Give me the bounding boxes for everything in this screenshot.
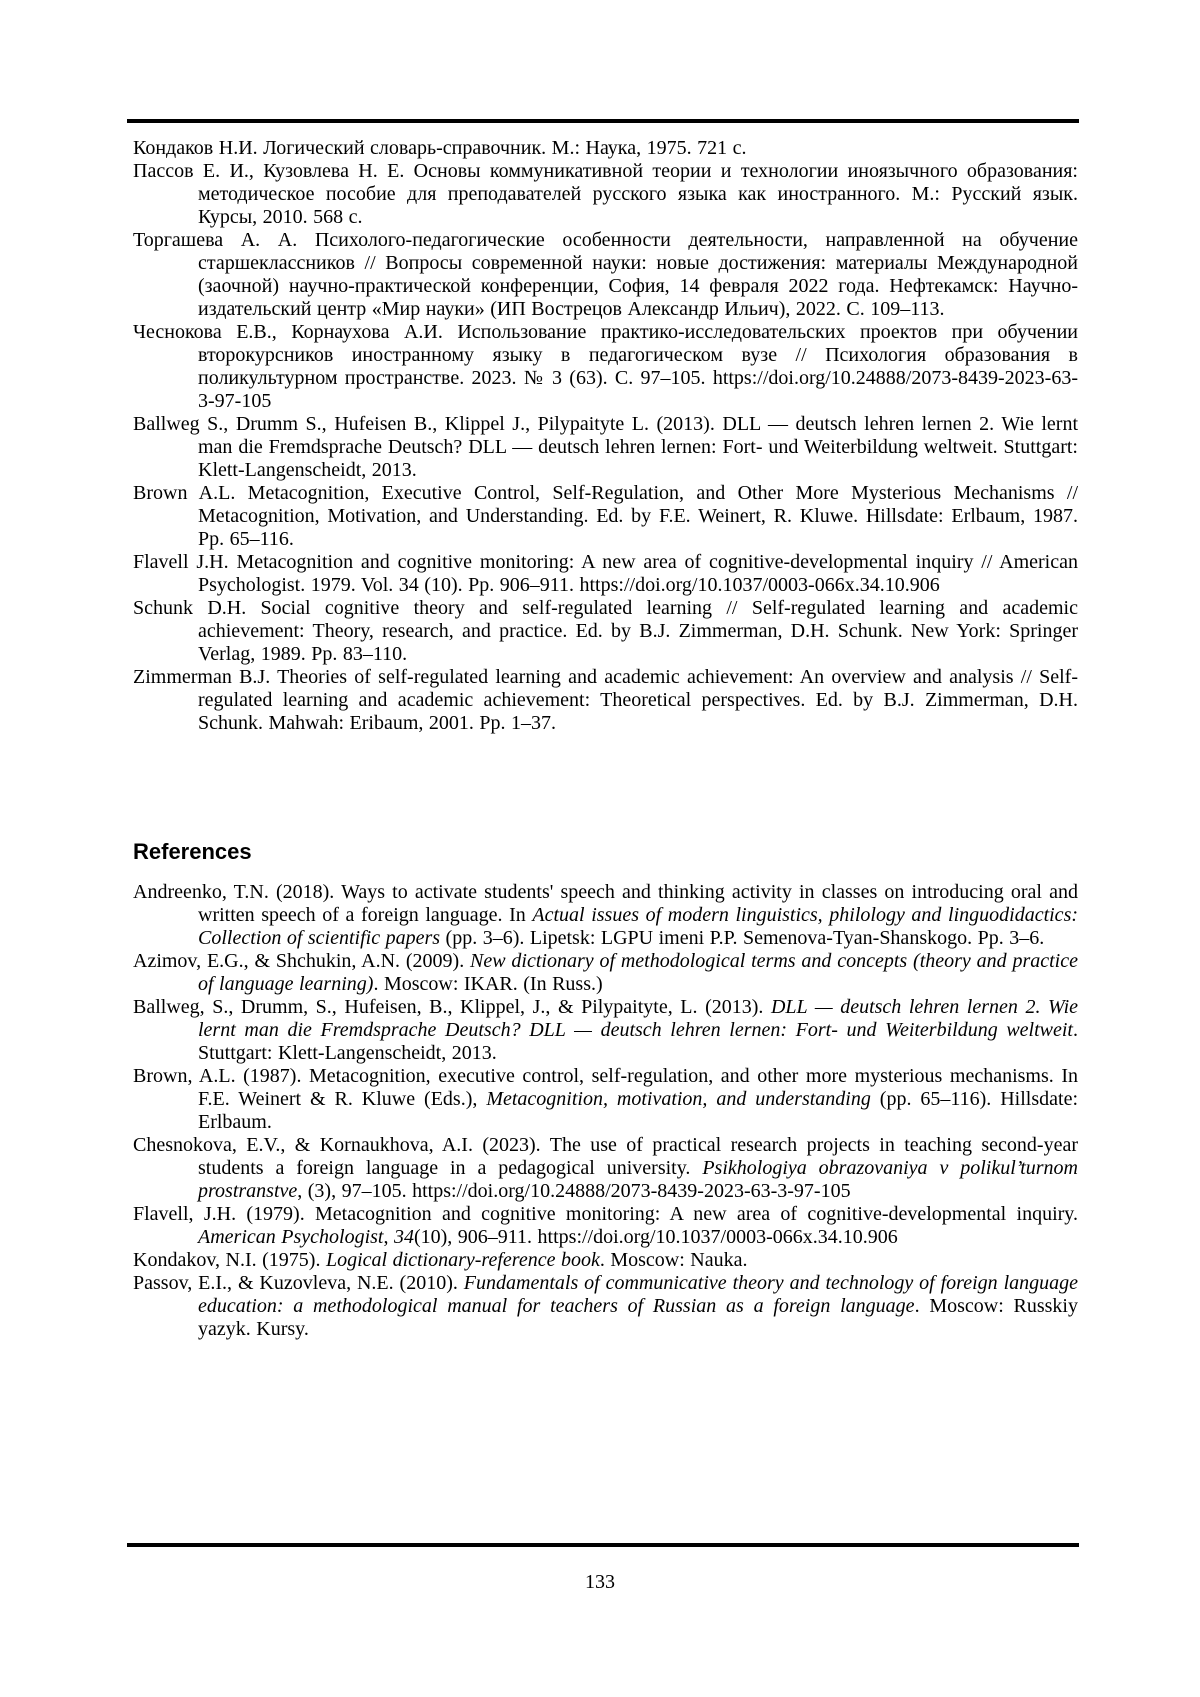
reference-text: Andreenko, T.N. (2018). Ways to activate students' speech and thinking activity in classes on introducing oral and written speech of a foreign language. In [133,881,1078,926]
reference-title-italic: Psikhologiya obrazovaniya v polikul’turnom prostranstve [198,1157,1079,1202]
reference-text: , [383,1226,394,1248]
reference-title-italic: Logical dictionary-reference book [325,1249,600,1271]
reference-entry [133,1203,1078,1249]
reference-entry [133,1134,1078,1203]
reference-text: Пассов Е. И., Кузовлева Н. Е. Основы коммуникативной теории и технологии иноязычного образования: методическое пособие для преподавателей русского языка как иностранного. М.: Русский язык. Курсы, 2010. 568 с. [133,160,1078,228]
reference-text: Zimmerman B.J. Theories of self-regulated learning and academic achievement: An overview and analysis // Self-regulated learning and academic achievement: Theoretical perspectives. Ed. by B.J. Zimmerman, D.H. Schunk. Mahwah: Eribaum, 2001. Pp. 1–37. [133,666,1078,734]
reference-text: (pp. 3–6). Lipetsk: LGPU imeni P.P. Semenova-Tyan-Shanskogo. Pp. 3–6. [440,927,1045,949]
reference-text: Kondakov, N.I. (1975). [133,1249,326,1271]
reference-text: Flavell J.H. Metacognition and cognitive monitoring: A new area of cognitive-developmental inquiry // American Psychologist. 1979. Vol. 34 (10). Pp. 906–911. https://doi.org/10.1037/0003-066x.34.10.906 [133,551,1078,596]
reference-entry [133,1249,1078,1272]
reference-entry [133,413,1078,482]
reference-entry [133,996,1078,1065]
reference-text: Brown, A.L. (1987). Metacognition, executive control, self-regulation, and other more mysterious mechanisms. In F.E. Weinert & R. Kluwe (Eds.), [133,1065,1078,1110]
reference-text: Schunk D.H. Social cognitive theory and self-regulated learning // Self-regulated learning and academic achievement: Theory, research, and practice. Ed. by B.J. Zimmerman, D.H. Schunk. New York: Springer Verlag, 1989. Pp. 83–110. [133,597,1078,665]
bottom-rule [127,1543,1079,1547]
reference-entry [133,160,1078,229]
reference-title-italic: New dictionary of methodological terms and concepts (theory and practice of language learning) [198,950,1078,995]
page-number: 133 [585,1571,615,1593]
reference-text: . Moscow: Nauka. [599,1249,748,1271]
references-heading: References [133,839,252,864]
reference-text: . Moscow: Russkiy yazyk. Kursy. [198,1295,1078,1340]
reference-entry [133,950,1078,996]
references-content [133,137,1078,1341]
reference-entry [133,482,1078,551]
reference-entry [133,321,1078,413]
reference-text: Passov, E.I., & Kuzovleva, N.E. (2010). [133,1272,464,1294]
reference-text: . Moscow: IKAR. (In Russ.) [373,973,603,995]
top-rule [127,119,1079,123]
reference-text: Azimov, E.G., & Shchukin, A.N. (2009). [133,950,471,972]
reference-entry [133,229,1078,321]
reference-text: (pp. 65–116). Hillsdate: Erlbaum. [198,1088,1078,1133]
reference-entry [133,881,1078,950]
reference-entry [133,1272,1078,1341]
reference-entry [133,597,1078,666]
reference-text: Ballweg S., Drumm S., Hufeisen B., Klippel J., Pilypaityte L. (2013). DLL — deutsch lehren lernen 2. Wie lernt man die Fremdsprache Deutsch? DLL — deutsch lehren lernen: Fort- und Weiterbildung weltweit. Stuttgart: Klett-Langenscheidt, 2013. [133,413,1078,481]
reference-entry [133,137,1078,160]
reference-title-italic: American Psychologist [198,1226,384,1248]
reference-text: Кондаков Н.И. Логический словарь-справочник. М.: Наука, 1975. 721 с. [133,137,747,159]
reference-entry [133,666,1078,735]
reference-text: Flavell, J.H. (1979). Metacognition and cognitive monitoring: A new area of cognitive-developmental inquiry. [133,1203,1078,1225]
reference-text: Chesnokova, E.V., & Kornaukhova, A.I. (2023). The use of practical research projects in teaching second-year students a foreign language in a pedagogical university. [133,1134,1078,1179]
reference-text: (10), 906–911. https://doi.org/10.1037/0003-066x.34.10.906 [413,1226,898,1248]
reference-title-italic: Actual issues of modern linguistics, philology and linguodidactics: Collection of scientific papers [198,904,1079,949]
reference-title-italic: 34 [393,1226,414,1248]
reference-title-italic: Fundamentals of communicative theory and technology of foreign language education: a methodological manual for teachers of Russian as a foreign language [198,1272,1079,1317]
bibliography-russian [133,137,1078,735]
reference-text: Ballweg, S., Drumm, S., Hufeisen, B., Klippel, J., & Pilypaityte, L. (2013). [133,996,771,1018]
reference-entry [133,551,1078,597]
reference-text: , (3), 97–105. https://doi.org/10.24888/2073-8439-2023-63-3-97-105 [297,1180,851,1202]
reference-title-italic: Metacognition, motivation, and understanding [486,1088,871,1110]
reference-text: Brown A.L. Metacognition, Executive Control, Self-Regulation, and Other More Mysterious Mechanisms // Metacognition, Motivation, and Understanding. Ed. by F.E. Weinert, R. Kluwe. Hillsdate: Erlbaum, 1987. Pp. 65–116. [133,482,1078,550]
reference-entry [133,1065,1078,1134]
reference-text: . Stuttgart: Klett-Langenscheidt, 2013. [198,1019,1078,1064]
reference-text: Чеснокова Е.В., Корнаухова А.И. Использование практико-исследовательских проектов при обучении второкурсников иностранному языку в педагогическом вузе // Психология образования в поликультурном пространстве. 2023. № 3 (63). С. 97–105. https://doi.org/10.24888/2073-8439-2023-63-3-97-105 [133,321,1078,412]
reference-text: Торгашева А. А. Психолого-педагогические особенности деятельности, направленной на обучение старшеклассников // Вопросы современной науки: новые достижения: материалы Международной (заочной) научно-практической конференции, София, 14 февраля 2022 года. Нефтекамск: Научно-издательский центр «Мир науки» (ИП Вострецов Александр Ильич), 2022. С. 109–113. [133,229,1078,320]
reference-title-italic: DLL — deutsch lehren lernen 2. Wie lernt man die Fremdsprache Deutsch? DLL — deutsch lehren lernen: Fort- und Weiterbildung weltweit [198,996,1079,1041]
bibliography-english [133,881,1078,1341]
